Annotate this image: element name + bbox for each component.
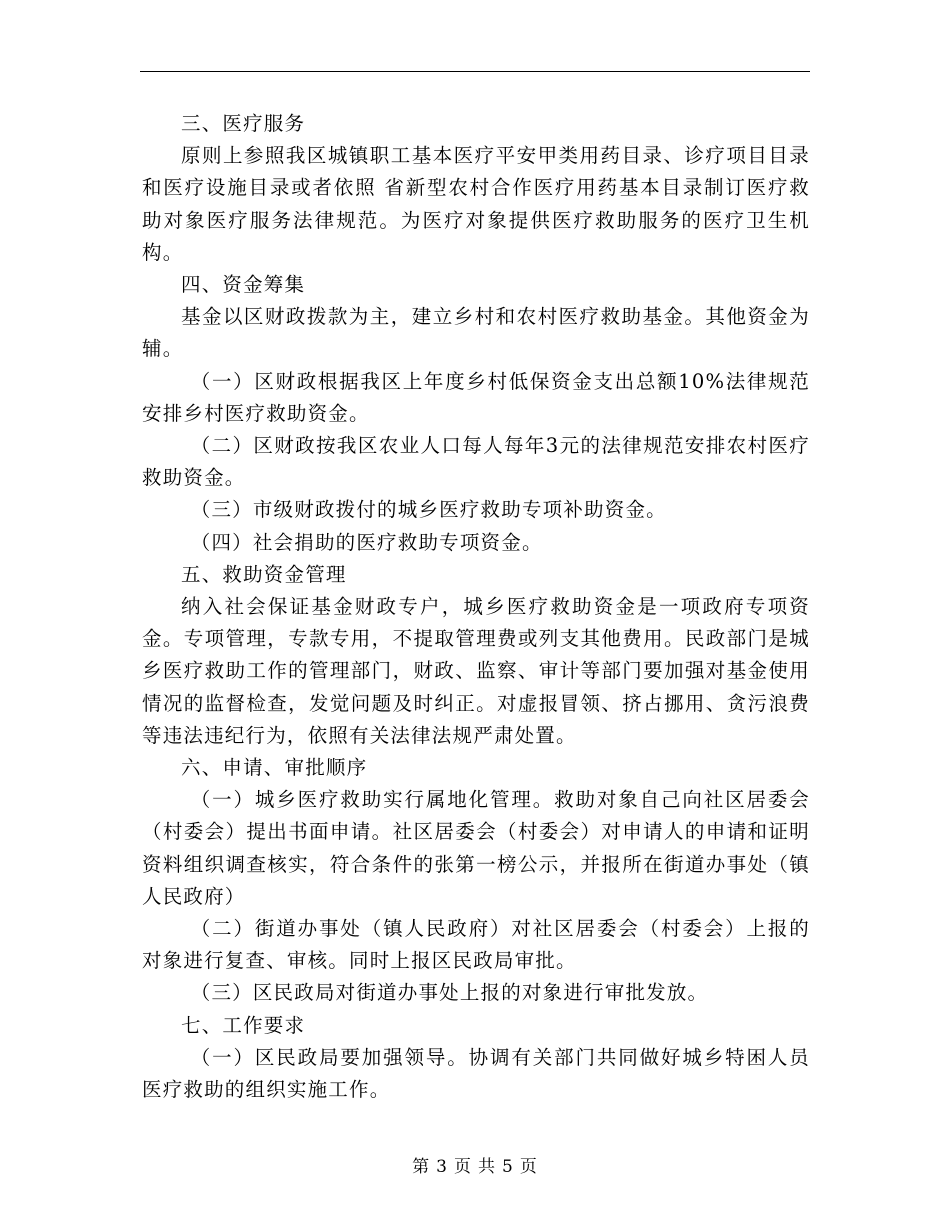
list-item-procedure-2: （二）街道办事处（镇人民政府）对社区居委会（村委会）上报的对象进行复查、审核。同时上报区民政局审批。 (142, 917, 810, 973)
list-item-procedure-3: （三）区民政局对街道办事处上报的对象进行审批发放。 (190, 981, 709, 1005)
list-item-fund-4: （四）社会捐助的医疗救助专项资金。 (190, 530, 543, 554)
document-body (142, 108, 810, 1106)
list-item-procedure-1: （一）城乡医疗救助实行属地化管理。救助对象自己向社区居委会（村委会）提出书面申请。社区居委会（村委会）对申请人的申请和证明资料组织调查核实，符合条件的张第一榜公示，并报所在街道办事处（镇人民政府） (142, 788, 810, 908)
section-heading-fund-management: 五、救助资金管理 (181, 562, 347, 586)
paragraph-fund-management: 纳入社会保证基金财政专户，城乡医疗救助资金是一项政府专项资金。专项管理，专款专用，不提取管理费或列支其他费用。民政部门是城乡医疗救助工作的管理部门，财政、监察、审计等部门要加强对基金使用情况的监督检查，发觉问题及时纠正。对虚报冒领、挤占挪用、贪污浪费等违法违纪行为，依照有关法律法规严肃处置。 (142, 595, 810, 747)
footer-suffix: 页 (519, 1157, 538, 1177)
page-footer (0, 1152, 950, 1177)
paragraph-medical-services: 原则上参照我区城镇职工基本医疗平安甲类用药目录、诊疗项目目录和医疗设施目录或者依照 省新型农村合作医疗用药基本目录制订医疗救助对象医疗服务法律规范。为医疗对象提供医疗救助服务的医疗卫生机构。 (142, 144, 810, 264)
list-item-requirement-1: （一）区民政局要加强领导。协调有关部门共同做好城乡特困人员医疗救助的组织实施工作。 (142, 1045, 810, 1102)
footer-total-word: 共 (478, 1157, 496, 1177)
list-item-fund-3: （三）市级财政拨付的城乡医疗救助专项补助资金。 (190, 498, 667, 522)
list-item-fund-1: （一）区财政根据我区上年度乡村低保资金支出总额10%法律规范安排乡村医疗救助资金。 (142, 369, 810, 425)
footer-prefix: 第 (412, 1157, 431, 1177)
section-heading-work-requirements: 七、工作要求 (181, 1013, 306, 1037)
section-heading-application-procedure: 六、申请、审批顺序 (181, 756, 368, 780)
list-item-fund-2: （二）区财政按我区农业人口每人每年3元的法律规范安排农村医疗救助资金。 (142, 434, 810, 490)
footer-page-word: 页 (454, 1157, 472, 1177)
paragraph-fund-raising: 基金以区财政拨款为主，建立乡村和农村医疗救助基金。其他资金为辅。 (142, 305, 810, 361)
section-heading-fund-raising: 四、资金筹集 (181, 273, 306, 297)
footer-total-pages: 5 (502, 1157, 514, 1177)
header-rule (140, 71, 810, 72)
section-heading-medical-services: 三、医疗服务 (181, 112, 306, 135)
footer-current-page: 3 (436, 1157, 448, 1177)
